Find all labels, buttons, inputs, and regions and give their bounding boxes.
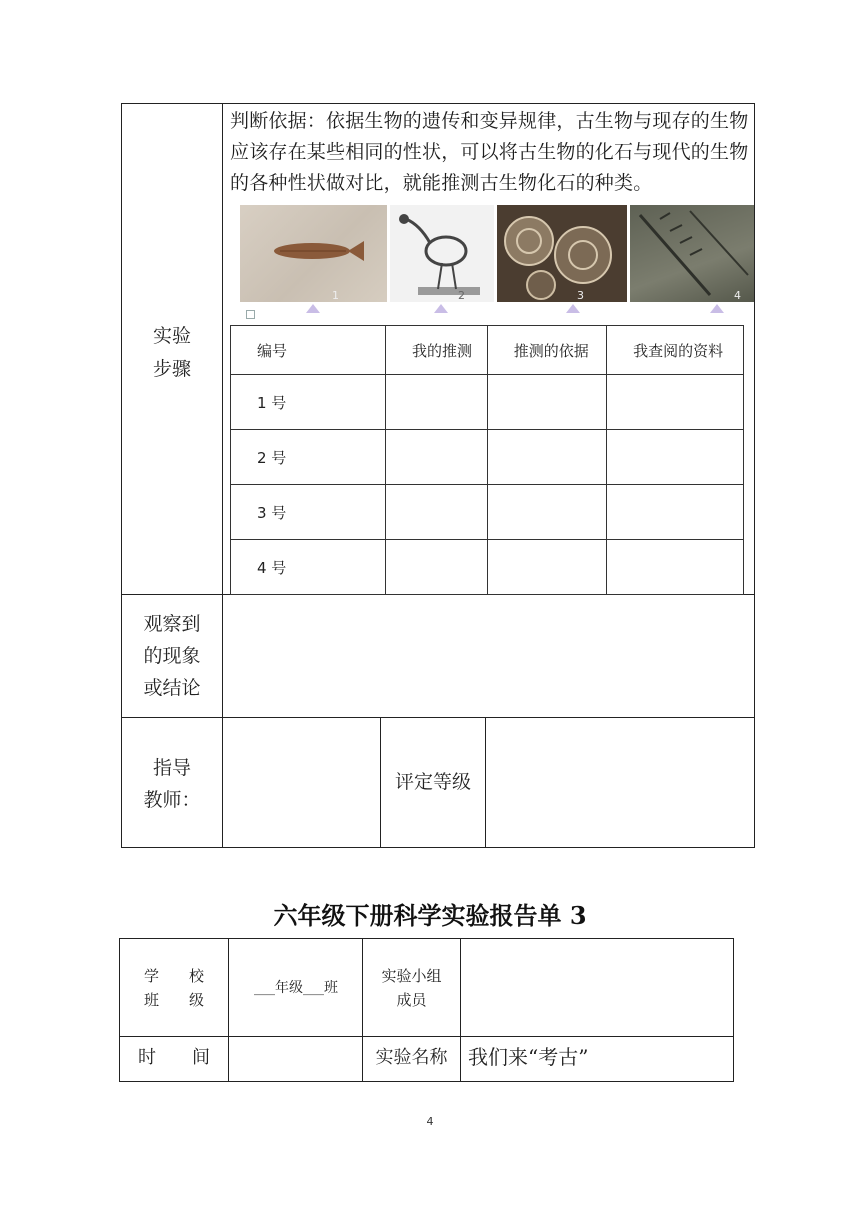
- time-value-cell[interactable]: [228, 1036, 363, 1082]
- ammonite-fossil-photo: [497, 205, 627, 302]
- report-title: 六年级下册科学实验报告单 3: [273, 901, 587, 930]
- basis-paragraph: 判断依据：依据生物的遗传和变异规律，古生物与现存的生物应该存在某些相同的性状，可以将古生物的化石与现代的生物的各种性状做对比，就能推测古生物化石的种类。: [230, 110, 749, 194]
- inference-table: [230, 325, 744, 595]
- table-row: [231, 540, 744, 595]
- guess-cell[interactable]: [386, 375, 488, 430]
- steps-label: 实验 步骤: [152, 325, 191, 380]
- ammonite-fossil-icon: [497, 205, 627, 302]
- guess-cell[interactable]: [386, 430, 488, 485]
- experiment-name-value: 我们来“考古”: [468, 1045, 589, 1069]
- photo-marker-3: [566, 304, 580, 313]
- row-label: 3 号: [231, 485, 386, 540]
- guess-cell[interactable]: [386, 485, 488, 540]
- header-my-guess: 我的推测: [386, 326, 488, 375]
- reference-cell[interactable]: [607, 430, 744, 485]
- header-number: 编号: [231, 326, 386, 375]
- header-basis: 推测的依据: [487, 326, 606, 375]
- anchor-icon: [246, 310, 255, 319]
- grade-label: 评定等级: [394, 771, 471, 793]
- grade-value-cell[interactable]: [485, 717, 755, 848]
- group-members-cell[interactable]: [460, 938, 734, 1037]
- observation-content-cell[interactable]: [222, 594, 755, 718]
- plant-fossil-icon: [630, 205, 754, 302]
- basis-cell[interactable]: [487, 430, 606, 485]
- bird-skeleton-icon: [390, 205, 494, 302]
- reference-cell[interactable]: [607, 485, 744, 540]
- grade-class-value: ___年级___班: [254, 980, 338, 996]
- bird-skeleton-photo: [390, 205, 494, 302]
- experiment-name-label: 实验名称: [375, 1047, 448, 1068]
- school-class-label: 学 校 班 级: [143, 967, 204, 1009]
- photo-marker-1: [306, 304, 320, 313]
- photo-marker-2: [434, 304, 448, 313]
- group-label: 实验小组 成员: [381, 967, 442, 1009]
- fish-fossil-icon: [240, 205, 387, 302]
- header-references: 我查阅的资料: [607, 326, 744, 375]
- table-row: [231, 430, 744, 485]
- basis-cell[interactable]: [487, 540, 606, 595]
- photo-number-2: 2: [458, 289, 465, 302]
- time-label: 时 间: [138, 1047, 210, 1068]
- photo-number-1: 1: [332, 289, 339, 302]
- reference-cell[interactable]: [607, 540, 744, 595]
- page-number: 4: [426, 1115, 434, 1128]
- plant-fossil-photo: [630, 205, 754, 302]
- fish-fossil-photo: [240, 205, 387, 302]
- reference-cell[interactable]: [607, 375, 744, 430]
- guess-cell[interactable]: [386, 540, 488, 595]
- table-row: [231, 375, 744, 430]
- teacher-label: 指导 教师：: [143, 757, 201, 811]
- photo-number-3: 3: [577, 289, 584, 302]
- basis-cell[interactable]: [487, 485, 606, 540]
- row-label: 2 号: [231, 430, 386, 485]
- basis-cell[interactable]: [487, 375, 606, 430]
- row-label: 4 号: [231, 540, 386, 595]
- teacher-name-cell[interactable]: [222, 717, 381, 848]
- table-header-row: [231, 326, 744, 375]
- photo-marker-4: [710, 304, 724, 313]
- row-label: 1 号: [231, 375, 386, 430]
- photo-number-4: 4: [734, 289, 741, 302]
- observation-label: 观察到 的现象 或结论: [143, 613, 201, 699]
- table-row: [231, 485, 744, 540]
